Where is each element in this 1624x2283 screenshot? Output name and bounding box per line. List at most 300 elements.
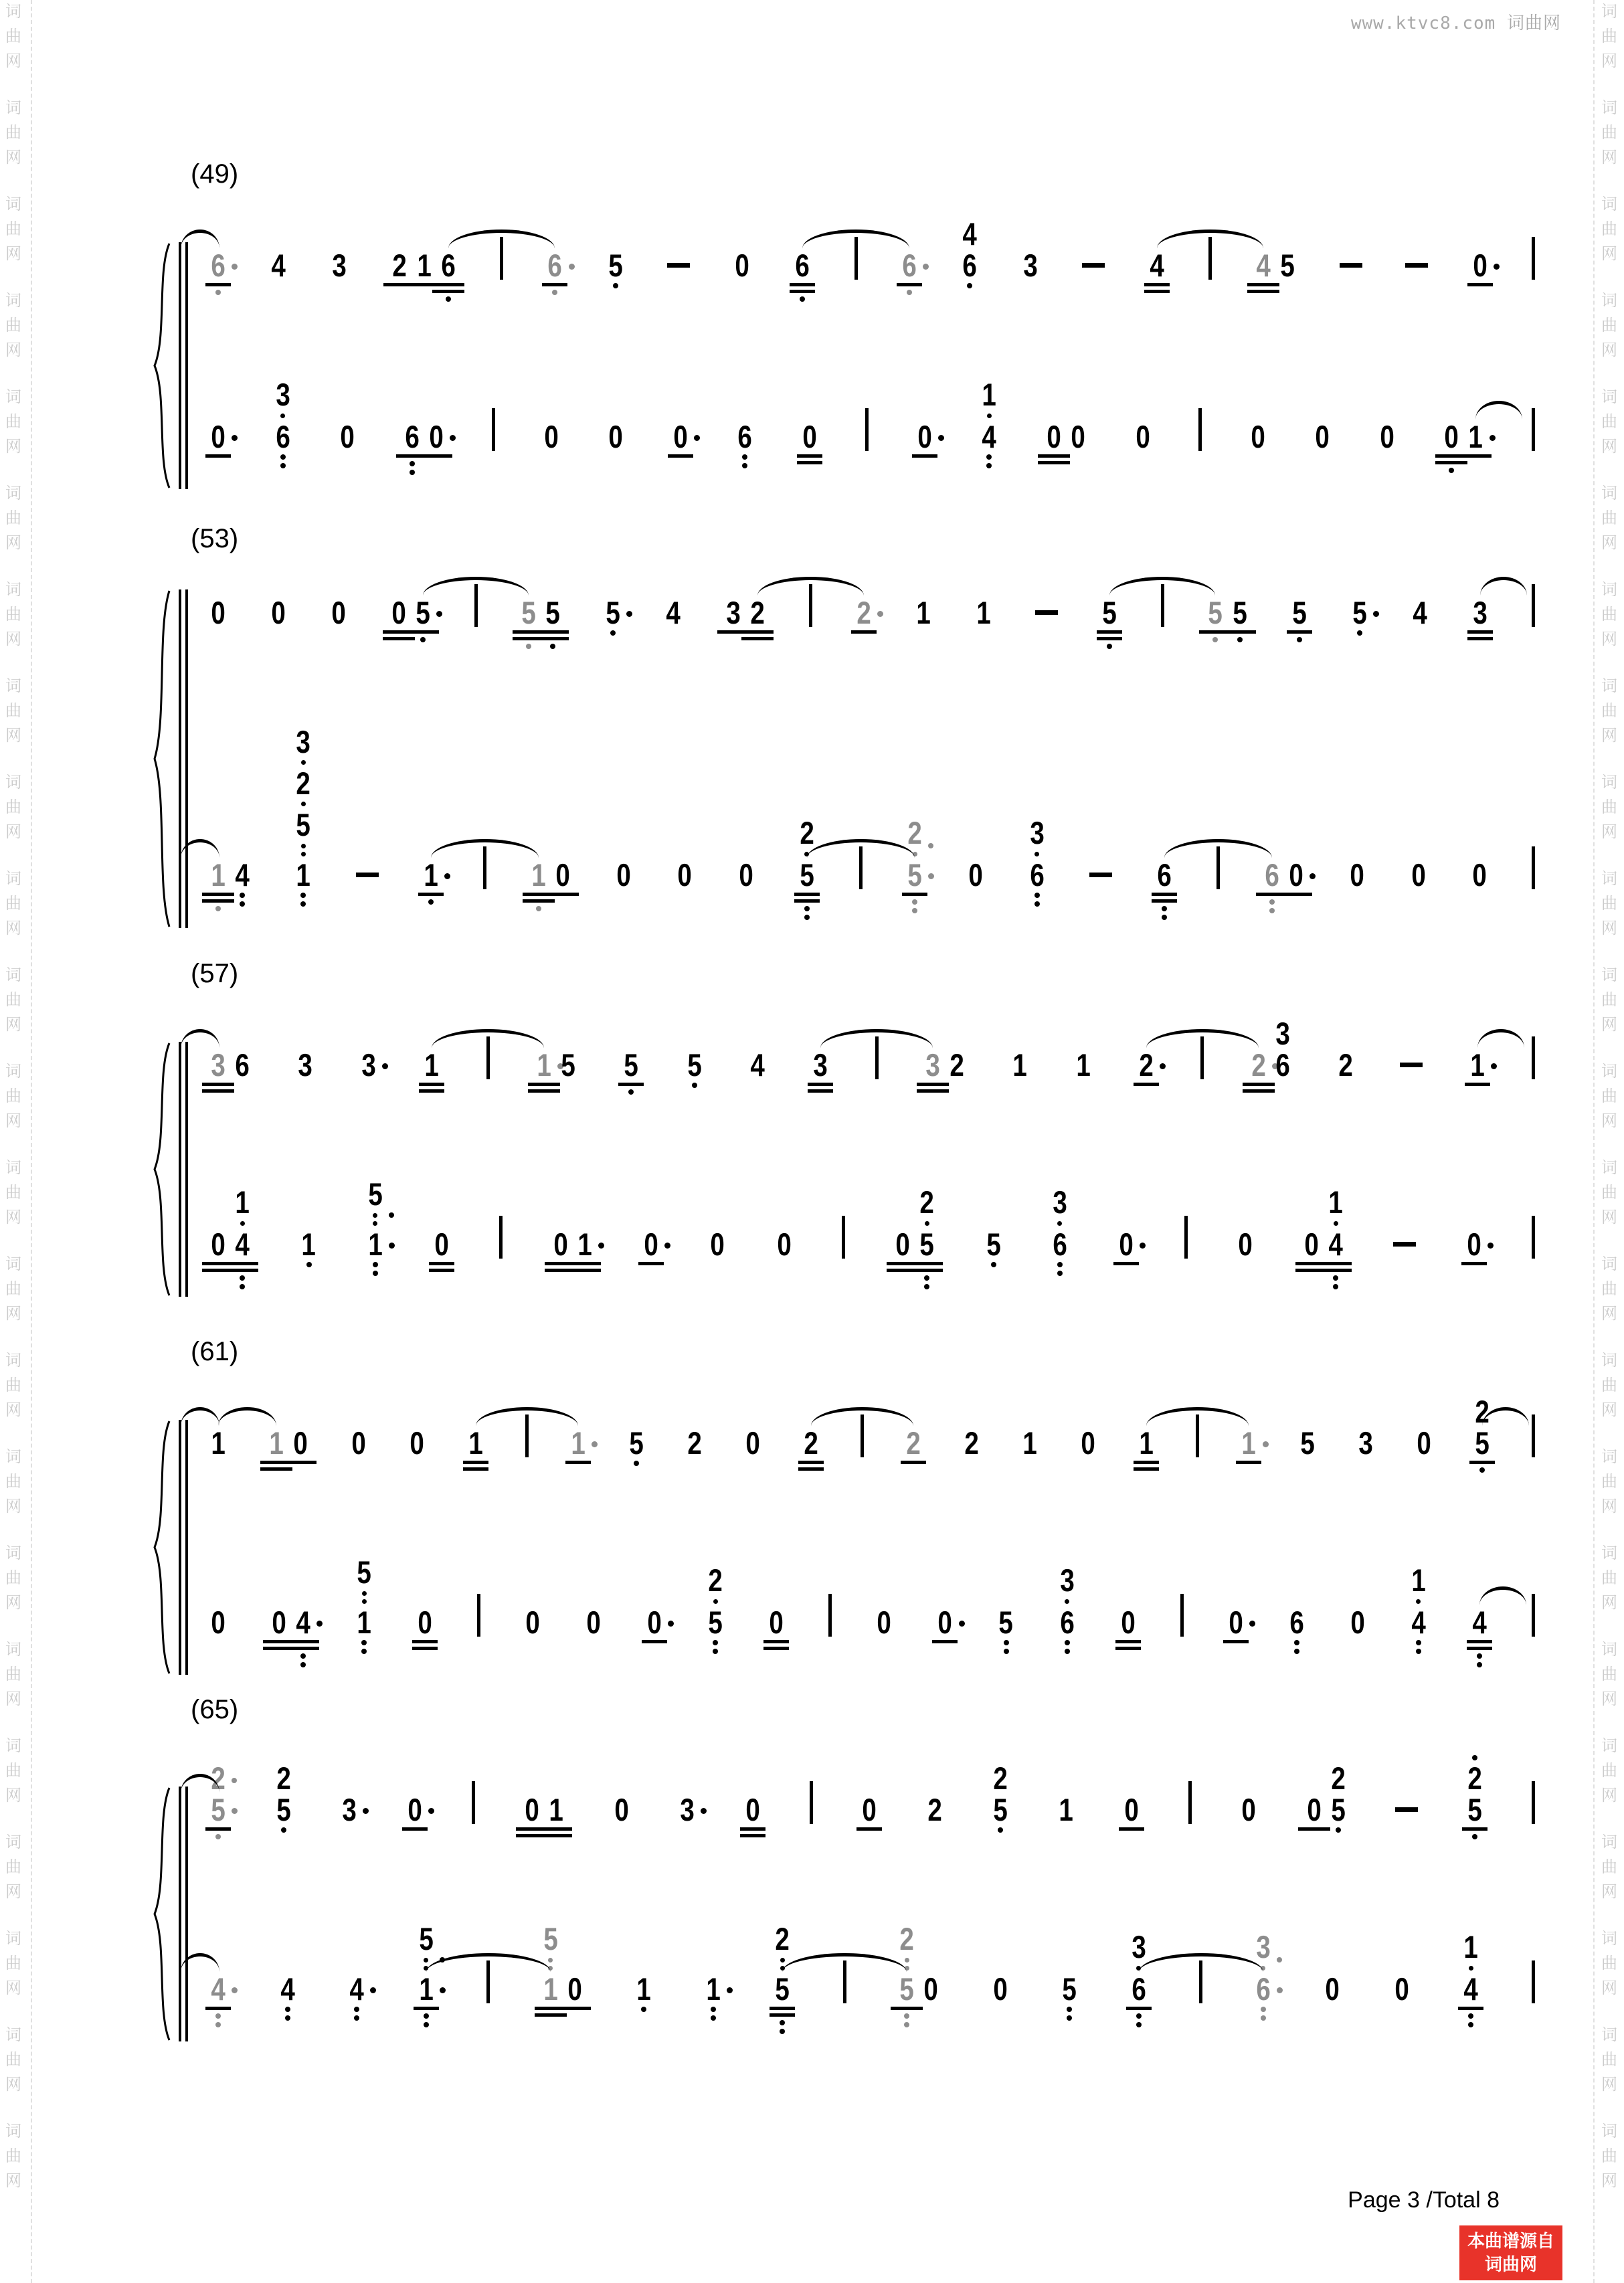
- note-below-marks: [1134, 1083, 1159, 1086]
- note-main: [520, 594, 537, 630]
- note-main: [1059, 1604, 1076, 1640]
- octave-dots-below: [301, 802, 306, 806]
- octave-dot: [780, 1958, 785, 1962]
- note-main: [1274, 1047, 1291, 1083]
- note-number: 3: [1029, 815, 1045, 851]
- note-main: [628, 1425, 645, 1461]
- note-below-marks: [565, 1461, 591, 1464]
- note: [1299, 1425, 1316, 1461]
- note-number: 2: [296, 765, 311, 802]
- dash-line: [1400, 1063, 1423, 1067]
- augmentation-dot: [592, 1441, 598, 1447]
- beam-line: [642, 1640, 667, 1643]
- note-main: [1469, 1047, 1486, 1083]
- note-number: 3: [680, 1792, 695, 1828]
- barline: [499, 1216, 503, 1259]
- beam-line: [1152, 899, 1177, 903]
- beam-line: [287, 1647, 319, 1650]
- watermark-char: 网: [1601, 1690, 1617, 1708]
- note: [1117, 1226, 1135, 1262]
- beamed-group: [391, 248, 456, 284]
- octave-dot: [1261, 2007, 1266, 2012]
- beam-line: [1247, 290, 1279, 293]
- note-main: [607, 248, 624, 284]
- note-main: [967, 856, 984, 893]
- note-below-marks: [763, 1640, 789, 1650]
- barline: [1532, 408, 1535, 451]
- note-below-marks: [1126, 2007, 1152, 2027]
- note-number: 2: [276, 1760, 291, 1796]
- note-main: [209, 856, 227, 893]
- note-below-marks: [1236, 1461, 1261, 1464]
- note-number: 6: [1289, 1604, 1304, 1640]
- tied-note: [546, 248, 563, 284]
- watermark-char: 网: [1601, 2172, 1617, 2190]
- beam-line: [741, 630, 774, 634]
- note-main: [1206, 594, 1224, 630]
- system-double-barline: [179, 1420, 188, 1675]
- note-number: 3: [296, 724, 311, 759]
- note-below-marks: [205, 454, 231, 458]
- note-number: 5: [276, 1792, 291, 1828]
- watermark-char: 曲: [5, 606, 21, 624]
- note: [1138, 1425, 1155, 1461]
- note-below-marks: [463, 1461, 488, 1471]
- tied-note: [924, 1047, 941, 1083]
- note-main: [1156, 856, 1173, 893]
- note: [360, 1047, 377, 1083]
- note-number: 0: [644, 1226, 658, 1262]
- note-number: 1: [418, 1971, 434, 2007]
- octave-dot: [1107, 644, 1112, 649]
- octave-dot: [1357, 630, 1362, 636]
- beam-line: [1223, 1640, 1249, 1643]
- watermark-char: 词: [5, 2026, 21, 2044]
- beam-line: [901, 1461, 926, 1464]
- octave-dot: [1034, 901, 1040, 907]
- note-number: 0: [877, 1604, 892, 1640]
- octave-dot: [1057, 1221, 1062, 1226]
- note-below-marks: [354, 2007, 359, 2021]
- note: [1227, 1604, 1245, 1640]
- note: [1075, 1047, 1092, 1083]
- augmentation-dot: [436, 611, 442, 617]
- beam-line: [420, 454, 452, 458]
- note-number: 5: [624, 1047, 638, 1083]
- note: [391, 248, 408, 284]
- beamed-group: [270, 1604, 312, 1640]
- watermark-char: 曲: [5, 27, 21, 45]
- note-below-marks: [1038, 454, 1070, 464]
- note-number: 1: [577, 1226, 592, 1262]
- dash-note: [667, 263, 690, 280]
- watermark-char: 曲: [1601, 2051, 1617, 2069]
- note-main: [234, 1226, 251, 1262]
- watermark-char: 曲: [5, 2051, 21, 2069]
- note-below-marks: [240, 893, 245, 907]
- beam-line: [1115, 1647, 1141, 1650]
- watermark-char: 曲: [5, 1473, 21, 1491]
- beam-line: [763, 1640, 789, 1643]
- note-number: 2: [1467, 1760, 1482, 1796]
- beam-line: [902, 893, 927, 896]
- tied-note: [1250, 1047, 1267, 1083]
- watermark-char: 曲: [1601, 798, 1617, 816]
- octave-dot: [362, 1591, 367, 1596]
- octave-dot: [641, 2007, 646, 2012]
- watermark-char: 词: [5, 1159, 21, 1177]
- augmentation-dot: [923, 264, 929, 270]
- note-number: 5: [687, 1047, 702, 1083]
- octave-dot: [1067, 2007, 1072, 2012]
- octave-dots-below: [301, 760, 306, 765]
- note-number: 5: [1062, 1971, 1077, 2007]
- octave-dot-above: [1472, 1755, 1477, 1760]
- note: [1069, 418, 1087, 454]
- beam-line: [419, 1089, 444, 1093]
- octave-dot: [300, 893, 306, 898]
- octave-dot: [373, 1221, 377, 1226]
- note: [1051, 1184, 1069, 1262]
- note: [975, 594, 992, 630]
- tie-arc: [431, 839, 539, 860]
- augmentation-dot: [317, 1621, 323, 1627]
- note: [1045, 418, 1063, 454]
- note: [861, 1792, 878, 1828]
- octave-dots-below: [240, 1221, 245, 1226]
- dash-note: [1400, 1063, 1423, 1079]
- note-number: 0: [895, 1226, 910, 1262]
- note-main: [275, 1792, 292, 1828]
- note-below-marks: [1243, 1083, 1275, 1093]
- note-main: [1467, 418, 1484, 454]
- note-number: 0: [1350, 856, 1365, 893]
- note-main: [997, 1604, 1014, 1640]
- note-below-marks: [1224, 630, 1256, 642]
- octave-dot: [634, 1461, 639, 1466]
- chord-stack-note: [1327, 1184, 1344, 1226]
- octave-dot: [300, 901, 306, 907]
- note-below-marks: [373, 1262, 378, 1276]
- beam-line: [463, 1467, 488, 1471]
- octave-dot: [373, 1262, 378, 1267]
- note-main: [292, 1425, 309, 1461]
- watermark-char: 网: [5, 1208, 21, 1226]
- note-number: 5: [899, 1971, 914, 2007]
- note-main: [801, 418, 818, 454]
- note-number: 5: [1331, 1792, 1346, 1828]
- note-main: [1473, 1425, 1491, 1461]
- beam-line: [429, 1262, 454, 1265]
- note-below-marks: [932, 1640, 958, 1643]
- beamed-group: [530, 856, 571, 893]
- note-main: [604, 594, 622, 630]
- note-main: [961, 248, 978, 284]
- tie-arc: [782, 1953, 907, 1974]
- note: [915, 594, 932, 630]
- augmentation-dot: [444, 873, 450, 879]
- octave-dot: [986, 463, 992, 468]
- tied-note: [855, 594, 873, 630]
- augmentation-dot: [1494, 264, 1500, 270]
- note-number: 6: [902, 248, 917, 284]
- octave-dot: [1472, 1834, 1477, 1839]
- note-number: 0: [211, 1604, 225, 1640]
- watermark-char: 词: [1601, 1930, 1617, 1948]
- note-number: 0: [710, 1226, 725, 1262]
- note: [686, 1425, 703, 1461]
- beam-line: [205, 2007, 231, 2010]
- octave-dot: [1034, 893, 1040, 898]
- note-number: 5: [1102, 594, 1117, 630]
- staff-left-hand: [204, 348, 1539, 485]
- note: [604, 594, 622, 630]
- note-number: 0: [1047, 418, 1061, 454]
- augmentation-dot: [389, 1212, 394, 1218]
- note: [234, 1047, 251, 1083]
- note-main: [1061, 1971, 1078, 2007]
- note-main: [1130, 1971, 1148, 2007]
- beamed-group: [1303, 1184, 1344, 1262]
- note-main: [1303, 1226, 1320, 1262]
- note: [992, 1971, 1009, 2007]
- dash-note: [1405, 263, 1428, 280]
- note-below-marks: [902, 893, 927, 913]
- note-main: [1227, 1604, 1245, 1640]
- beam-line: [1134, 1083, 1159, 1086]
- note-number: 0: [1071, 418, 1085, 454]
- watermark-char: 网: [1601, 341, 1617, 359]
- augmentation-dot: [598, 1243, 604, 1249]
- note-number: 2: [392, 248, 408, 284]
- note-below-marks: [287, 1640, 319, 1667]
- beamed-group: [1263, 856, 1305, 893]
- beam-line: [1247, 283, 1279, 286]
- note: [709, 1226, 726, 1262]
- octave-dot: [1294, 1649, 1299, 1654]
- note-below-marks: [808, 1083, 833, 1093]
- note-below-marks: [226, 1262, 258, 1289]
- note: [339, 418, 356, 454]
- tied-note: [1263, 856, 1281, 893]
- note-number: 0: [555, 856, 570, 893]
- note-main: [1138, 1425, 1155, 1461]
- watermark-char: 词: [5, 1063, 21, 1081]
- note-main: [916, 418, 933, 454]
- note-below-marks: [542, 283, 567, 295]
- octave-dot: [998, 1827, 1003, 1833]
- note: [1351, 594, 1368, 630]
- note-number: 1: [543, 1971, 558, 2007]
- note-below-marks: [547, 893, 579, 896]
- note-below-marks: [1467, 630, 1493, 640]
- note-main: [749, 1047, 766, 1083]
- note: [270, 594, 287, 630]
- octave-dot: [991, 1262, 996, 1267]
- watermark-char: 曲: [1601, 991, 1617, 1009]
- octave-dot: [1057, 1271, 1063, 1276]
- note: [980, 377, 998, 454]
- note-number: 0: [211, 1226, 225, 1262]
- beam-line: [1280, 893, 1312, 896]
- octave-dot: [526, 644, 531, 649]
- note: [294, 724, 312, 893]
- octave-dots-below: [280, 414, 285, 418]
- note-number: 6: [1132, 1971, 1146, 2007]
- note-number: 6: [795, 248, 810, 284]
- note-main: [406, 1792, 424, 1828]
- note-number: 0: [586, 1604, 602, 1640]
- note-number: 0: [418, 1604, 433, 1640]
- note-main: [209, 1425, 227, 1461]
- tied-note: [209, 1047, 227, 1083]
- watermark-char: 词: [1601, 1063, 1617, 1081]
- note-number: 0: [524, 1792, 539, 1828]
- watermark-char: 词: [5, 773, 21, 792]
- note-main: [544, 594, 561, 630]
- note-number: 0: [1350, 1604, 1365, 1640]
- note-number: 0: [1394, 1971, 1409, 2007]
- chord-stack-note: [1410, 1562, 1427, 1605]
- tie-arc: [1479, 1586, 1526, 1607]
- octave-dot: [804, 915, 810, 920]
- chord-stack-note: [918, 1184, 935, 1226]
- note: [543, 418, 560, 454]
- note-number: 1: [976, 594, 992, 630]
- note-main: [948, 1047, 966, 1083]
- beam-line: [528, 1083, 560, 1086]
- octave-dot: [742, 454, 747, 460]
- note: [768, 1604, 785, 1640]
- octave-dot: [780, 2020, 785, 2025]
- beam-line: [569, 1262, 601, 1265]
- note-main: [542, 1971, 559, 2007]
- octave-dot: [550, 644, 555, 649]
- note: [1415, 1425, 1433, 1461]
- note-number: 2: [927, 1792, 943, 1828]
- tied-note: [1240, 1425, 1257, 1461]
- octave-dot: [362, 1599, 367, 1604]
- note: [341, 1792, 358, 1828]
- note-number: 0: [677, 856, 693, 893]
- note-below-marks: [205, 2007, 231, 2027]
- note-main: [390, 594, 408, 630]
- note-number: 4: [235, 856, 250, 893]
- note: [1287, 856, 1305, 893]
- augmentation-dot: [1487, 1243, 1494, 1249]
- note-number: 1: [570, 1425, 585, 1461]
- watermark-char: 曲: [5, 1376, 21, 1394]
- note-below-marks: [1467, 1640, 1492, 1667]
- note-main: [1471, 248, 1489, 284]
- note-below-marks: [285, 2007, 290, 2021]
- octave-dot: [536, 906, 541, 911]
- octave-dots-below: [925, 1221, 929, 1226]
- note: [1443, 418, 1460, 454]
- note: [209, 594, 227, 630]
- octave-dot: [925, 1221, 929, 1226]
- watermark-char: 网: [5, 149, 21, 167]
- beam-line: [535, 2013, 567, 2017]
- note-main: [294, 1604, 312, 1640]
- octave-dot: [1468, 2022, 1473, 2027]
- note: [686, 1047, 703, 1083]
- octave-dot: [1416, 1649, 1421, 1654]
- octave-dot: [1469, 1966, 1473, 1971]
- note-below-marks: [281, 1827, 286, 1833]
- measure-number-label: (53): [191, 524, 239, 553]
- note-number: 2: [906, 1425, 921, 1461]
- watermark-char: 词: [5, 1641, 21, 1659]
- system-double-barline: [179, 242, 188, 489]
- watermark-char: 词: [1601, 1159, 1617, 1177]
- note-main: [523, 1792, 541, 1828]
- note-number: 0: [391, 594, 406, 630]
- tie-arc: [1109, 577, 1216, 598]
- note-number: 0: [614, 1792, 629, 1828]
- note-below-marks: [202, 893, 234, 911]
- beam-line: [638, 1262, 664, 1265]
- note-number: 3: [1053, 1184, 1067, 1220]
- beam-line: [856, 1827, 882, 1831]
- note-main: [423, 1047, 440, 1083]
- barline: [1532, 846, 1535, 889]
- watermark-char: 词: [1601, 966, 1617, 984]
- note: [1462, 1929, 1479, 2007]
- note-below-marks: [361, 1640, 367, 1654]
- note-number: 0: [351, 1425, 367, 1461]
- watermark-char: 词: [5, 1352, 21, 1370]
- note-number: 1: [1328, 1184, 1343, 1220]
- octave-dot: [410, 470, 415, 475]
- note-main: [744, 1425, 761, 1461]
- measure-number-label: (61): [191, 1337, 239, 1366]
- note-main: [1022, 248, 1039, 284]
- note-main: [802, 1425, 820, 1461]
- note-main: [1057, 1792, 1075, 1828]
- note: [922, 1971, 939, 2007]
- note-number: 3: [925, 1047, 940, 1083]
- watermark-char: 曲: [5, 509, 21, 527]
- dash-line: [1089, 873, 1112, 877]
- note-number: 2: [687, 1425, 702, 1461]
- note-number: 0: [410, 1425, 425, 1461]
- note-below-marks: [205, 283, 231, 295]
- note: [274, 377, 292, 454]
- note-number: 0: [567, 1971, 582, 2007]
- note-number: 0: [1444, 418, 1459, 454]
- beam-line: [1458, 2007, 1483, 2010]
- watermark-char: 词: [1601, 1544, 1617, 1562]
- octave-dot: [711, 2007, 716, 2012]
- tie-arc: [476, 1407, 578, 1428]
- watermark-char: 网: [5, 1787, 21, 1805]
- note-number: 3: [211, 1047, 225, 1083]
- note: [270, 248, 287, 284]
- system-double-barline: [179, 1042, 188, 1297]
- note-number: 0: [1289, 856, 1303, 893]
- note-number: 2: [708, 1562, 723, 1599]
- augmentation-dot: [727, 1987, 733, 1993]
- octave-dot: [240, 901, 245, 907]
- watermark-char: 网: [1601, 1016, 1617, 1034]
- note-number: 0: [1304, 1226, 1319, 1262]
- chord-stack-note: [367, 1176, 384, 1226]
- octave-dots-below: [1469, 1966, 1473, 1971]
- watermark-char: 网: [1601, 149, 1617, 167]
- note-number: 2: [899, 1921, 914, 1957]
- note: [875, 1604, 893, 1640]
